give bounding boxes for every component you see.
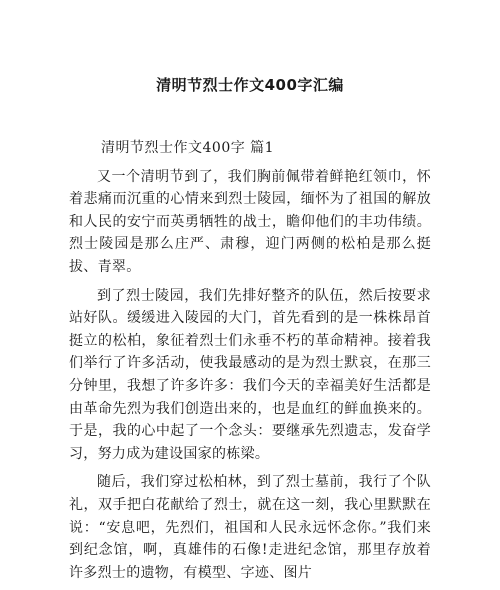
paragraph: 又一个清明节到了，我们胸前佩带着鲜艳红领巾，怀着悲痛而沉重的心情来到烈士陵园，缅怀为了祖国的解放和人民的安宁而英勇牺牲的战士，瞻仰他们的丰功伟绩。烈士陵园是那么庄严、肃穆，迎门两侧的松柏是那么挺拔、青翠。 [69,168,431,275]
document-title: 清明节烈士作文400字汇编 [156,76,344,94]
paragraph: 随后，我们穿过松柏林，到了烈士墓前，我行了个队礼，双手把白花献给了烈士，就在这一刻，我心里默默在说：“安息吧，先烈们，祖国和人民永远怀念你。”我们来到纪念馆，啊，真雄伟的石像!走进纪念馆，那里存放着许多烈士的遗物，有模型、字迹、图片 [69,474,431,581]
paragraph: 到了烈士陵园，我们先排好整齐的队伍，然后按要求站好队。缓缓进入陵园的大门，首先看到的是一株株昂首挺立的松柏，象征着烈士们永垂不朽的革命精神。接着我们举行了许多活动，使我最感动的是为烈士默哀，在那三分钟里，我想了许多许多：我们今天的幸福美好生活都是由革命先烈为我们创造出来的，也是血红的鲜血换来的。于是，我的心中起了一个念头：要继承先烈遗志，发奋学习，努力成为建设国家的栋梁。 [69,287,431,462]
document-body [69,137,431,590]
section-heading: 清明节烈士作文400字 篇1 [101,140,275,156]
